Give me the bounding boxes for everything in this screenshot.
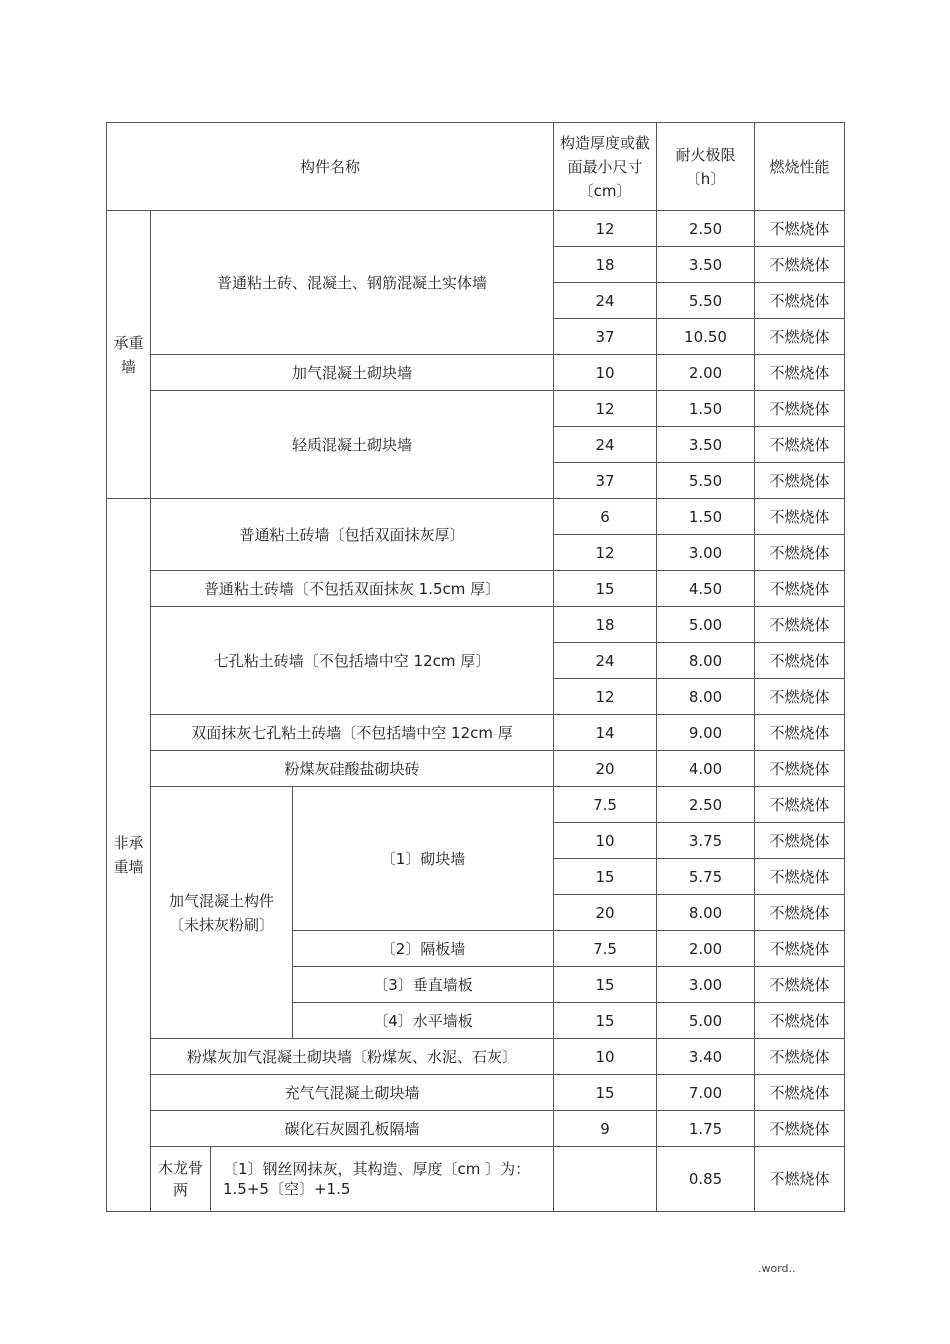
cell-thickness: 12 — [554, 391, 657, 427]
table-row — [107, 1075, 845, 1111]
cell-fire-limit: 5.00 — [657, 607, 755, 643]
cell-thickness: 15 — [554, 967, 657, 1003]
cell-combustibility: 不燃烧体 — [755, 787, 845, 823]
cell-fire-limit: 2.00 — [657, 931, 755, 967]
cell-combustibility: 不燃烧体 — [755, 211, 845, 247]
cell-thickness: 10 — [554, 1039, 657, 1075]
cell-thickness: 14 — [554, 715, 657, 751]
cell-thickness: 15 — [554, 571, 657, 607]
cell-fire-limit: 4.50 — [657, 571, 755, 607]
table-row — [107, 391, 845, 427]
cell-combustibility: 不燃烧体 — [755, 355, 845, 391]
cell-thickness: 12 — [554, 535, 657, 571]
cell-combustibility: 不燃烧体 — [755, 1003, 845, 1039]
cell-thickness: 20 — [554, 895, 657, 931]
cell-thickness: 24 — [554, 643, 657, 679]
cell-combustibility: 不燃烧体 — [755, 247, 845, 283]
cell-combustibility: 不燃烧体 — [755, 427, 845, 463]
cell-combustibility: 不燃烧体 — [755, 1147, 845, 1212]
cell-combustibility: 不燃烧体 — [755, 679, 845, 715]
table-row — [107, 571, 845, 607]
cell-thickness — [554, 1147, 657, 1212]
cell-fire-limit: 1.50 — [657, 391, 755, 427]
table-row — [107, 211, 845, 247]
cell-fire-limit: 3.40 — [657, 1039, 755, 1075]
name-aerated-block: 加气混凝土砌块墙 — [151, 355, 554, 391]
cell-fire-limit: 8.00 — [657, 679, 755, 715]
cell-combustibility: 不燃烧体 — [755, 463, 845, 499]
cell-thickness: 37 — [554, 463, 657, 499]
cell-thickness: 12 — [554, 679, 657, 715]
cell-fire-limit: 2.50 — [657, 211, 755, 247]
cell-fire-limit: 2.00 — [657, 355, 755, 391]
name-brick-plastered: 普通粘土砖墙〔包括双面抹灰厚〕 — [151, 499, 554, 571]
cell-combustibility: 不燃烧体 — [755, 751, 845, 787]
cell-thickness: 37 — [554, 319, 657, 355]
cell-combustibility: 不燃烧体 — [755, 1039, 845, 1075]
table-row — [107, 787, 845, 823]
cell-fire-limit: 10.50 — [657, 319, 755, 355]
cell-fire-limit: 3.75 — [657, 823, 755, 859]
cell-thickness: 6 — [554, 499, 657, 535]
name-aerated-member: 加气混凝土构件〔未抹灰粉刷〕 — [151, 787, 293, 1039]
cell-combustibility: 不燃烧体 — [755, 967, 845, 1003]
name-flyash-silicate: 粉煤灰硅酸盐砌块砖 — [151, 751, 554, 787]
cell-fire-limit: 1.50 — [657, 499, 755, 535]
table-row — [107, 355, 845, 391]
cell-fire-limit: 5.50 — [657, 283, 755, 319]
name-sub-vertical: 〔3〕垂直墙板 — [293, 967, 554, 1003]
cell-thickness: 7.5 — [554, 931, 657, 967]
cell-fire-limit: 2.50 — [657, 787, 755, 823]
cell-fire-limit: 5.50 — [657, 463, 755, 499]
name-wood-keel: 木龙骨两 — [151, 1147, 211, 1212]
header-row — [107, 123, 845, 211]
cell-fire-limit: 3.50 — [657, 247, 755, 283]
name-sub-partition: 〔2〕隔板墙 — [293, 931, 554, 967]
cell-fire-limit: 9.00 — [657, 715, 755, 751]
cell-combustibility: 不燃烧体 — [755, 535, 845, 571]
cell-fire-limit: 0.85 — [657, 1147, 755, 1212]
cell-fire-limit: 5.00 — [657, 1003, 755, 1039]
table-row — [107, 1111, 845, 1147]
cell-combustibility: 不燃烧体 — [755, 859, 845, 895]
name-sub-block: 〔1〕砌块墙 — [293, 787, 554, 931]
cell-thickness: 15 — [554, 859, 657, 895]
cell-thickness: 15 — [554, 1075, 657, 1111]
cell-thickness: 12 — [554, 211, 657, 247]
cell-thickness: 24 — [554, 283, 657, 319]
name-wire-mesh: 〔1〕钢丝网抹灰，其构造、厚度〔cm 〕为：1.5+5〔空〕+1.5 — [211, 1147, 554, 1212]
cell-thickness: 24 — [554, 427, 657, 463]
cell-fire-limit: 3.00 — [657, 967, 755, 1003]
cell-fire-limit: 5.75 — [657, 859, 755, 895]
cell-fire-limit: 8.00 — [657, 643, 755, 679]
group-load-bearing: 承重墙 — [107, 211, 151, 499]
cell-combustibility: 不燃烧体 — [755, 1111, 845, 1147]
cell-combustibility: 不燃烧体 — [755, 283, 845, 319]
cell-combustibility: 不燃烧体 — [755, 643, 845, 679]
cell-thickness: 20 — [554, 751, 657, 787]
name-flyash-aerated: 粉煤灰加气混凝土砌块墙〔粉煤灰、水泥、石灰〕 — [151, 1039, 554, 1075]
group-non-load-bearing: 非承重墙 — [107, 499, 151, 1212]
cell-thickness: 18 — [554, 607, 657, 643]
cell-combustibility: 不燃烧体 — [755, 571, 845, 607]
cell-combustibility: 不燃烧体 — [755, 715, 845, 751]
cell-fire-limit: 3.00 — [657, 535, 755, 571]
name-light-block: 轻质混凝土砌块墙 — [151, 391, 554, 499]
name-carbonated: 碳化石灰圆孔板隔墙 — [151, 1111, 554, 1147]
name-brick-unplastered: 普通粘土砖墙〔不包括双面抹灰 1.5cm 厚〕 — [151, 571, 554, 607]
header-combustibility: 燃烧性能 — [755, 123, 845, 211]
cell-thickness: 10 — [554, 355, 657, 391]
cell-combustibility: 不燃烧体 — [755, 319, 845, 355]
table-row — [107, 751, 845, 787]
cell-fire-limit: 1.75 — [657, 1111, 755, 1147]
cell-combustibility: 不燃烧体 — [755, 895, 845, 931]
table-row — [107, 1039, 845, 1075]
header-name: 构件名称 — [107, 123, 554, 211]
name-seven-hole: 七孔粘土砖墙〔不包括墙中空 12cm 厚〕 — [151, 607, 554, 715]
table-row — [107, 1147, 845, 1212]
cell-fire-limit: 4.00 — [657, 751, 755, 787]
cell-combustibility: 不燃烧体 — [755, 391, 845, 427]
name-solid-wall: 普通粘土砖、混凝土、钢筋混凝土实体墙 — [151, 211, 554, 355]
cell-fire-limit: 3.50 — [657, 427, 755, 463]
cell-thickness: 18 — [554, 247, 657, 283]
cell-thickness: 9 — [554, 1111, 657, 1147]
cell-combustibility: 不燃烧体 — [755, 607, 845, 643]
cell-combustibility: 不燃烧体 — [755, 1075, 845, 1111]
cell-combustibility: 不燃烧体 — [755, 499, 845, 535]
table-row — [107, 607, 845, 643]
name-seven-hole-plastered: 双面抹灰七孔粘土砖墙〔不包括墙中空 12cm 厚 — [151, 715, 554, 751]
cell-fire-limit: 7.00 — [657, 1075, 755, 1111]
cell-thickness: 15 — [554, 1003, 657, 1039]
cell-thickness: 10 — [554, 823, 657, 859]
cell-fire-limit: 8.00 — [657, 895, 755, 931]
name-gas-filled: 充气气混凝土砌块墙 — [151, 1075, 554, 1111]
name-sub-horizontal: 〔4〕水平墙板 — [293, 1003, 554, 1039]
table-row — [107, 499, 845, 535]
fire-resistance-table — [106, 122, 845, 1212]
page-footer: .word.. — [758, 1262, 796, 1275]
cell-thickness: 7.5 — [554, 787, 657, 823]
cell-combustibility: 不燃烧体 — [755, 823, 845, 859]
header-fire-limit: 耐火极限〔h〕 — [657, 123, 755, 211]
cell-combustibility: 不燃烧体 — [755, 931, 845, 967]
table-row — [107, 715, 845, 751]
header-thickness: 构造厚度或截面最小尺寸〔cm〕 — [554, 123, 657, 211]
